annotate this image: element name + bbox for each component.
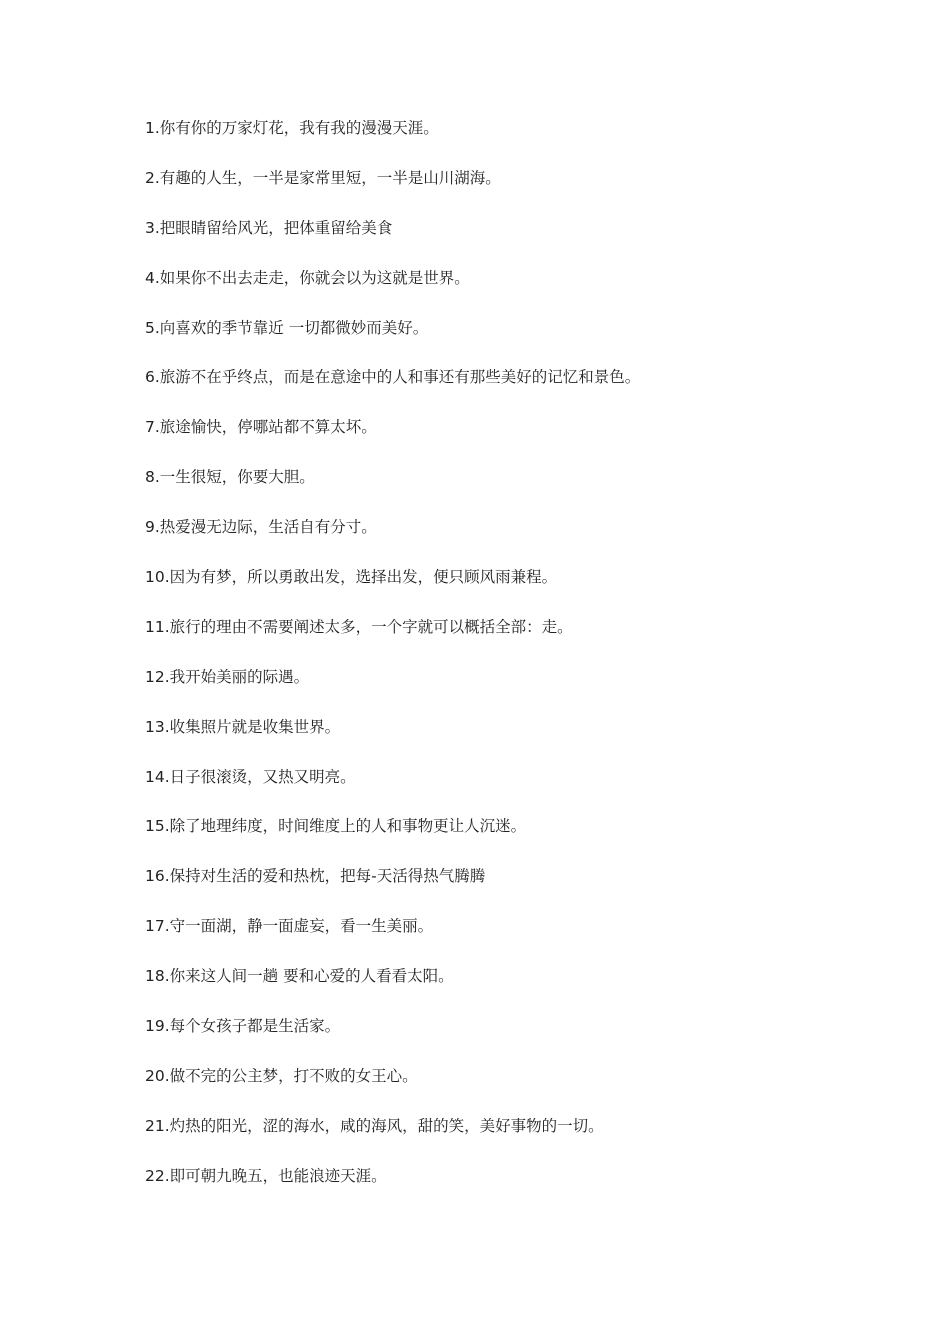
quote-line: 19.每个女孩子都是生活家。 [145, 1017, 341, 1036]
quote-line: 13.收集照片就是收集世界。 [145, 717, 341, 736]
quote-line: 8.一生很短，你要大胆。 [145, 468, 315, 487]
quote-line: 9.热爱漫无边际，生活自有分寸。 [145, 518, 377, 537]
quote-line: 1.你有你的万家灯花，我有我的漫漫天涯。 [145, 119, 439, 137]
quote-list [145, 115, 905, 1213]
quote-line: 7.旅途愉快，停哪站都不算太坏。 [145, 418, 377, 437]
quote-line: 5.向喜欢的季节靠近 一切都微妙而美好。 [145, 318, 429, 337]
quote-line: 15.除了地理纬度，时间维度上的人和事物更让人沉迷。 [145, 817, 527, 836]
quote-line: 21.灼热的阳光，涩的海水，咸的海风，甜的笑，美好事物的一切。 [145, 1116, 604, 1135]
quote-line: 3.把眼睛留给风光，把体重留给美食 [145, 218, 393, 237]
quote-line: 22.即可朝九晚五，也能浪迹天涯。 [145, 1166, 387, 1185]
quote-line: 16.保持对生活的爱和热枕，把每-天活得热气腾腾 [145, 867, 486, 886]
quote-line: 18.你来这人间一趟 要和心爱的人看看太阳。 [145, 967, 454, 986]
quote-line: 2.有趣的人生，一半是家常里短，一半是山川湖海。 [145, 168, 501, 187]
quote-line: 12.我开始美丽的际遇。 [145, 667, 310, 686]
quote-line: 14.日子很滚烫，又热又明亮。 [145, 767, 356, 786]
quote-line: 11.旅行的理由不需要阐述太多，一个字就可以概括全部：走。 [145, 617, 573, 636]
quote-line: 4.如果你不出去走走，你就会以为这就是世界。 [145, 268, 470, 287]
quote-line: 20.做不完的公主梦，打不败的女王心。 [145, 1066, 418, 1085]
quote-line: 6.旅游不在乎终点，而是在意途中的人和事还有那些美好的记忆和景色。 [145, 368, 641, 387]
quote-line: 17.守一面湖，静一面虚妄，看一生美丽。 [145, 917, 434, 936]
quote-line: 10.因为有梦，所以勇敢出发，选择出发，便只顾风雨兼程。 [145, 568, 558, 587]
